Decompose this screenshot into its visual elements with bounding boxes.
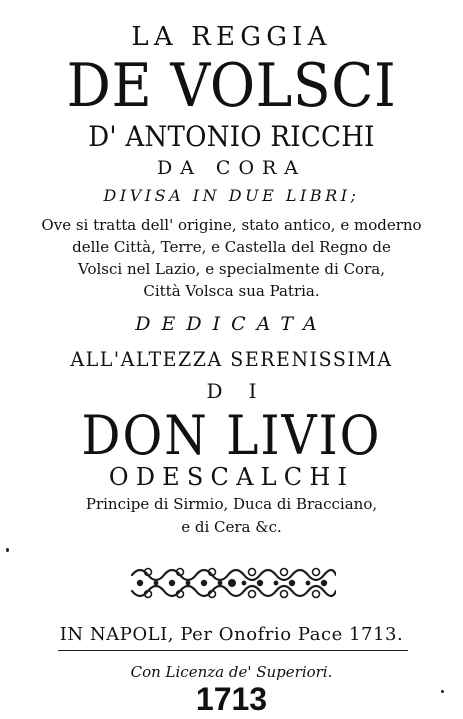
page-speck [441, 690, 444, 693]
licence-line: Con Licenza de' Superiori. [130, 663, 333, 681]
title-line-la-reggia: LA REGGIA [131, 22, 332, 52]
dedicatee-surname: ODESCALCHI [108, 463, 355, 491]
dedication-di: DI [206, 379, 283, 403]
dedicatee-titles-1: Principe di Sirmio, Duca di Bracciano, [85, 495, 378, 513]
author-origin: DA CORA [157, 157, 306, 179]
division-note: DIVISA IN DUE LIBRI; [103, 186, 360, 205]
dedication-address: ALL'ALTEZZA SERENISSIMA [70, 347, 393, 371]
description-line-2: delle Città, Terre, e Castella del Regno de [72, 238, 391, 256]
description-line-1: Ove si tratta dell' origine, stato antico, e moderno [41, 216, 422, 234]
dedication-heading: DEDICATA [135, 313, 328, 335]
title-main-de-volsci: DE VOLSCI [66, 51, 397, 121]
description-line-3: Volsci nel Lazio, e specialmente di Cora, [78, 260, 385, 278]
dedicatee-name: DON LIVIO [81, 404, 382, 467]
page-speck [6, 548, 9, 552]
imprint-line: IN NAPOLI, Per Onofrio Pace 1713. [59, 624, 404, 645]
author-name: D' ANTONIO RICCHI [88, 120, 375, 153]
year-caption: 1713 [195, 681, 268, 717]
imprint-rule [58, 650, 408, 651]
dedicatee-titles-2: e di Cera &c. [181, 518, 282, 536]
description-line-4: Città Volsca sua Patria. [143, 282, 320, 300]
floral-ornament-icon [128, 563, 336, 603]
